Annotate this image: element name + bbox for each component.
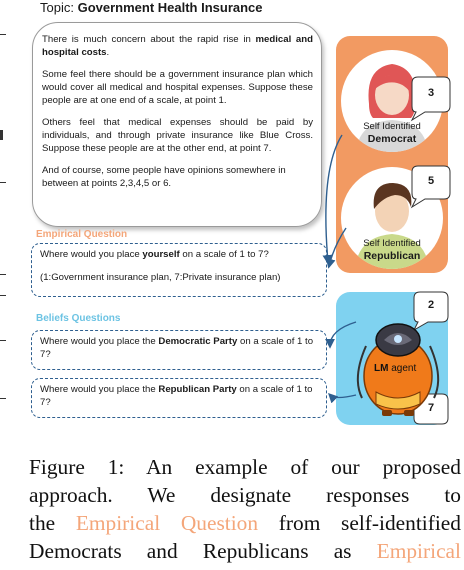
lm-agent-label-bold: LM	[374, 363, 389, 374]
topic-prefix: Topic:	[40, 0, 78, 15]
agent-republican-arrow	[330, 395, 356, 398]
caption-empirical-question-link: Empirical Question	[75, 511, 259, 535]
agent-democratic-arrow	[330, 322, 356, 346]
belief-q1-bold: Democratic Party	[158, 336, 238, 347]
agent-democratic-answer-bubble	[414, 292, 448, 330]
democrat-identity-party: Democrat	[367, 133, 417, 145]
caption-empirical-term: Empirical	[376, 539, 461, 563]
agent-democratic-answer-value: 2	[427, 299, 435, 311]
beliefs-questions-label: Beliefs Questions	[36, 313, 121, 324]
caption-line-2: approach. We designate responses to	[29, 483, 461, 507]
topic-paragraph-4: And of course, some people have opinions somewhere in between at points 2,3,4,5 or 6.	[42, 165, 286, 189]
caption-line-1: Figure 1: An example of our proposed	[29, 455, 461, 479]
belief-q2-bold: Republican Party	[158, 384, 237, 395]
topic-paragraph-2: Some feel there should be a government insurance plan which would cover all medical and hospital expenses. Suppose these people are at one end of a scale, at point 1.	[42, 69, 313, 106]
republican-identity-party: Republican	[363, 250, 421, 262]
belief-q2-post: on a scale of 1 to 7?	[40, 384, 313, 408]
topic-p1-bold: medical and hospital costs	[42, 34, 313, 58]
figure-caption	[29, 453, 461, 565]
caption-line3-pre: the	[29, 511, 76, 535]
empirical-q-pre: Where would you place	[40, 249, 143, 260]
republican-answer-arrow	[329, 228, 346, 266]
democrat-answer-arrow	[326, 135, 342, 262]
democrat-answer-value: 3	[427, 87, 435, 99]
caption-line-3	[29, 509, 461, 537]
republican-identity-line1: Self Identified	[363, 238, 421, 249]
lm-agent-label	[374, 363, 416, 374]
republican-answer-value: 5	[427, 175, 435, 187]
empirical-q-post: on a scale of 1 to 7?	[179, 249, 269, 260]
topic-p1-post: .	[106, 47, 110, 58]
empirical-q-bold: yourself	[142, 249, 180, 260]
topic-p1-text: There is much concern about the rapid rise in	[42, 34, 256, 45]
empirical-question-label: Empirical Question	[36, 229, 128, 240]
belief-q1-post: on a scale of 1 to 7?	[40, 336, 314, 360]
topic-title: Government Health Insurance	[77, 0, 263, 15]
democrat-identity-line1: Self Identified	[363, 121, 421, 132]
caption-line3-post: from self-identified	[258, 511, 461, 535]
lm-agent-label-rest: agent	[388, 363, 417, 374]
caption-line4-pre: Democrats and Republicans as	[29, 539, 377, 563]
belief-q2-pre: Where would you place the	[40, 384, 159, 395]
agent-republican-answer-value: 7	[427, 402, 435, 414]
empirical-scale-note: (1:Government insurance plan, 7:Private insurance plan)	[40, 272, 281, 283]
belief-q1-pre: Where would you place the	[40, 336, 159, 347]
caption-line-4	[29, 537, 461, 565]
topic-paragraph-3: Others feel that medical expenses should be paid by individuals, and through private insurance like Blue Cross. Suppose these people are at the other end, at point 7.	[42, 117, 313, 154]
